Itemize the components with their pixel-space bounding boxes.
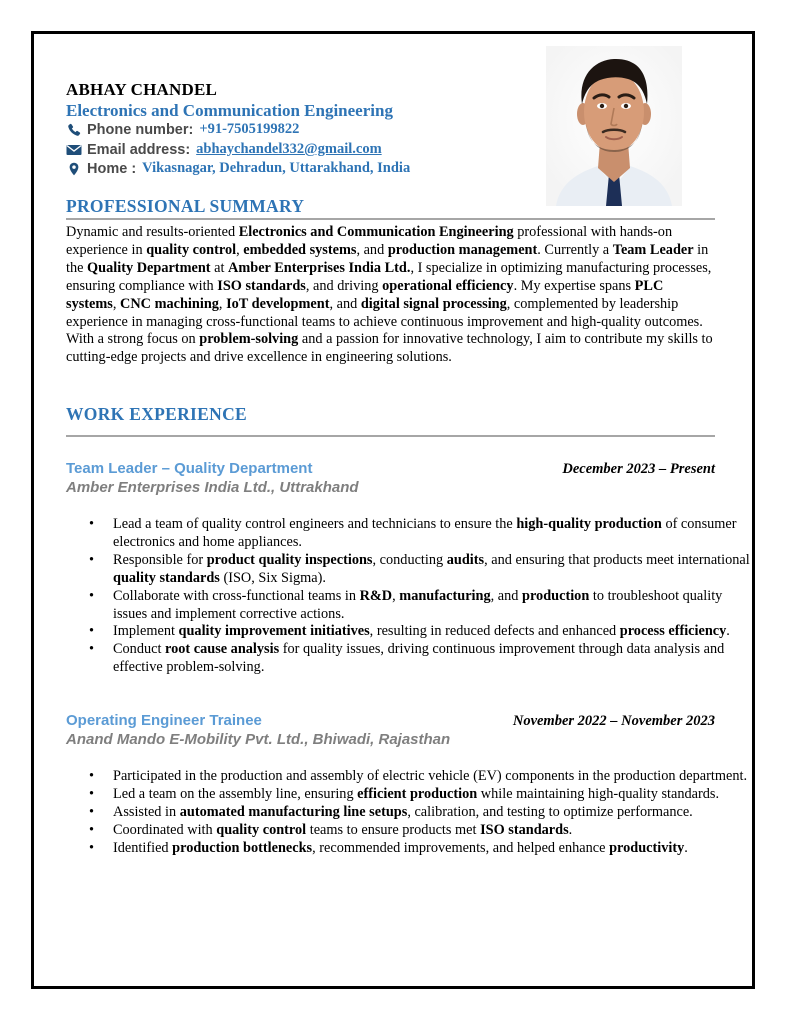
emphasis-text: quality control bbox=[216, 821, 307, 838]
email-label: Email address: bbox=[87, 141, 191, 158]
body-text: to troubleshoot quality issues and implement corrective actions. bbox=[113, 587, 723, 622]
emphasis-text: efficient production bbox=[357, 785, 478, 802]
body-text: , bbox=[392, 587, 400, 604]
job-date: November 2022 – November 2023 bbox=[512, 713, 715, 729]
emphasis-text: audits bbox=[446, 551, 485, 568]
job-company: Anand Mando E-Mobility Pvt. Ltd., Bhiwadi, Rajasthan bbox=[66, 731, 451, 748]
emphasis-text: embedded systems bbox=[243, 241, 357, 258]
body-text: in the bbox=[66, 241, 709, 276]
body-text: for quality issues, driving continuous improvement through data analysis and effective problem-solving. bbox=[113, 641, 725, 676]
body-text: , and driving bbox=[305, 277, 383, 294]
body-text: Coordinated with bbox=[113, 821, 217, 838]
envelope-icon bbox=[66, 143, 82, 157]
body-text: , resulting in reduced defects and enhanced bbox=[369, 623, 620, 640]
emphasis-text: PLC systems bbox=[66, 277, 664, 312]
body-text: , conducting bbox=[372, 551, 447, 568]
phone-value[interactable]: +91-7505199822 bbox=[199, 121, 300, 137]
summary-paragraph bbox=[66, 224, 716, 367]
body-text: , I specialize in optimizing manufacturing processes, ensuring compliance with bbox=[66, 259, 712, 294]
bullet-item bbox=[113, 623, 753, 641]
emphasis-text: ISO standards bbox=[480, 821, 569, 838]
emphasis-text: IoT development bbox=[226, 295, 330, 312]
profile-photo bbox=[546, 46, 682, 206]
bullet-item bbox=[113, 641, 753, 677]
emphasis-text: CNC machining bbox=[120, 295, 219, 312]
summary-heading: PROFESSIONAL SUMMARY bbox=[66, 196, 305, 216]
emphasis-text: production bottlenecks bbox=[172, 839, 313, 856]
bullet-item bbox=[113, 822, 753, 840]
body-text: , and bbox=[490, 587, 523, 604]
emphasis-text: manufacturing bbox=[399, 587, 491, 604]
body-text: , bbox=[218, 295, 227, 312]
phone-label: Phone number: bbox=[87, 121, 194, 138]
emphasis-text: Team Leader bbox=[612, 241, 694, 258]
email-link[interactable]: abhaychandel332@gmail.com bbox=[196, 141, 382, 157]
body-text: Participated in the production and assembly of electric vehicle (EV) components in the production department. bbox=[113, 768, 748, 784]
experience-heading: WORK EXPERIENCE bbox=[66, 404, 247, 424]
phone-row bbox=[66, 121, 299, 138]
body-text: at bbox=[210, 259, 229, 276]
candidate-name: ABHAY CHANDEL bbox=[66, 80, 218, 99]
job-responsibilities bbox=[66, 768, 753, 858]
body-text: , and bbox=[356, 241, 388, 258]
body-text: , and ensuring that products meet international bbox=[484, 551, 750, 568]
emphasis-text: high-quality production bbox=[516, 516, 662, 532]
body-text: professional with hands-on experience in bbox=[66, 224, 673, 258]
body-text: , and bbox=[329, 295, 361, 312]
body-text: Implement bbox=[113, 623, 179, 640]
emphasis-text: productivity bbox=[609, 839, 685, 856]
map-pin-icon bbox=[66, 162, 82, 176]
body-text: , bbox=[112, 295, 121, 312]
body-text: . bbox=[568, 821, 573, 838]
body-text: Led a team on the assembly line, ensuring bbox=[113, 785, 358, 802]
candidate-field: Electronics and Communication Engineering bbox=[66, 101, 393, 120]
body-text: . bbox=[684, 839, 688, 856]
emphasis-text: Amber Enterprises India Ltd. bbox=[228, 259, 411, 276]
emphasis-text: Electronics and Communication Engineering bbox=[238, 224, 514, 240]
experience-divider bbox=[66, 435, 715, 437]
body-text: Dynamic and results-oriented bbox=[66, 224, 239, 240]
emphasis-text: root cause analysis bbox=[165, 641, 280, 658]
bullet-item bbox=[113, 552, 753, 588]
emphasis-text: R&D bbox=[359, 587, 393, 604]
emphasis-text: production bbox=[522, 587, 590, 604]
emphasis-text: problem-solving bbox=[199, 331, 299, 348]
home-label: Home : bbox=[87, 160, 137, 177]
emphasis-text: quality control bbox=[146, 241, 237, 258]
emphasis-text: automated manufacturing line setups bbox=[179, 803, 408, 820]
email-row bbox=[66, 141, 382, 158]
job-responsibilities bbox=[66, 516, 753, 677]
home-row bbox=[66, 160, 410, 177]
emphasis-text: ISO standards bbox=[217, 277, 306, 294]
job-date: December 2023 – Present bbox=[562, 461, 715, 477]
bullet-item bbox=[113, 768, 753, 786]
bullet-item bbox=[113, 804, 753, 822]
job-title: Operating Engineer Trainee bbox=[66, 712, 262, 729]
job-title: Team Leader – Quality Department bbox=[66, 460, 313, 477]
bullet-item bbox=[113, 840, 753, 858]
emphasis-text: quality improvement initiatives bbox=[178, 623, 370, 640]
phone-icon bbox=[66, 123, 82, 137]
emphasis-text: Quality Department bbox=[87, 259, 211, 276]
emphasis-text: process efficiency bbox=[619, 623, 727, 640]
bullet-item bbox=[113, 588, 753, 624]
home-value: Vikasnagar, Dehradun, Uttarakhand, India bbox=[142, 160, 411, 176]
body-text: . bbox=[726, 623, 730, 640]
body-text: , bbox=[236, 241, 244, 258]
bullet-item bbox=[113, 516, 753, 552]
emphasis-text: production management bbox=[387, 241, 538, 258]
emphasis-text: product quality inspections bbox=[206, 551, 373, 568]
body-text: , calibration, and testing to optimize performance. bbox=[407, 803, 693, 820]
body-text: Identified bbox=[113, 839, 173, 856]
body-text: (ISO, Six Sigma). bbox=[219, 569, 326, 586]
body-text: Lead a team of quality control engineers and technicians to ensure the bbox=[113, 516, 517, 532]
summary-divider bbox=[66, 218, 715, 220]
bullet-item bbox=[113, 786, 753, 804]
body-text: . Currently a bbox=[537, 241, 613, 258]
body-text: Collaborate with cross-functional teams in bbox=[113, 587, 360, 604]
body-text: teams to ensure products met bbox=[306, 821, 481, 838]
body-text: Assisted in bbox=[113, 803, 180, 820]
body-text: . My expertise spans bbox=[513, 277, 635, 294]
emphasis-text: digital signal processing bbox=[360, 295, 507, 312]
body-text: , complemented by leadership experience in managing cross-functional teams to achieve continuous improvement and high-quality outcomes. With a strong focus on bbox=[66, 295, 703, 348]
body-text: Responsible for bbox=[113, 551, 207, 568]
body-text: while maintaining high-quality standards. bbox=[477, 785, 720, 802]
body-text: and a passion for innovative technology, I aim to contribute my skills to cutting-edge projects and drive excellence in engineering solutions. bbox=[66, 331, 713, 366]
body-text: , recommended improvements, and helped enhance bbox=[312, 839, 610, 856]
emphasis-text: operational efficiency bbox=[382, 277, 514, 294]
job-company: Amber Enterprises India Ltd., Uttrakhand bbox=[66, 479, 359, 496]
body-text: of consumer electronics and home appliances. bbox=[113, 516, 737, 550]
emphasis-text: quality standards bbox=[113, 569, 220, 586]
body-text: Conduct bbox=[113, 641, 166, 658]
